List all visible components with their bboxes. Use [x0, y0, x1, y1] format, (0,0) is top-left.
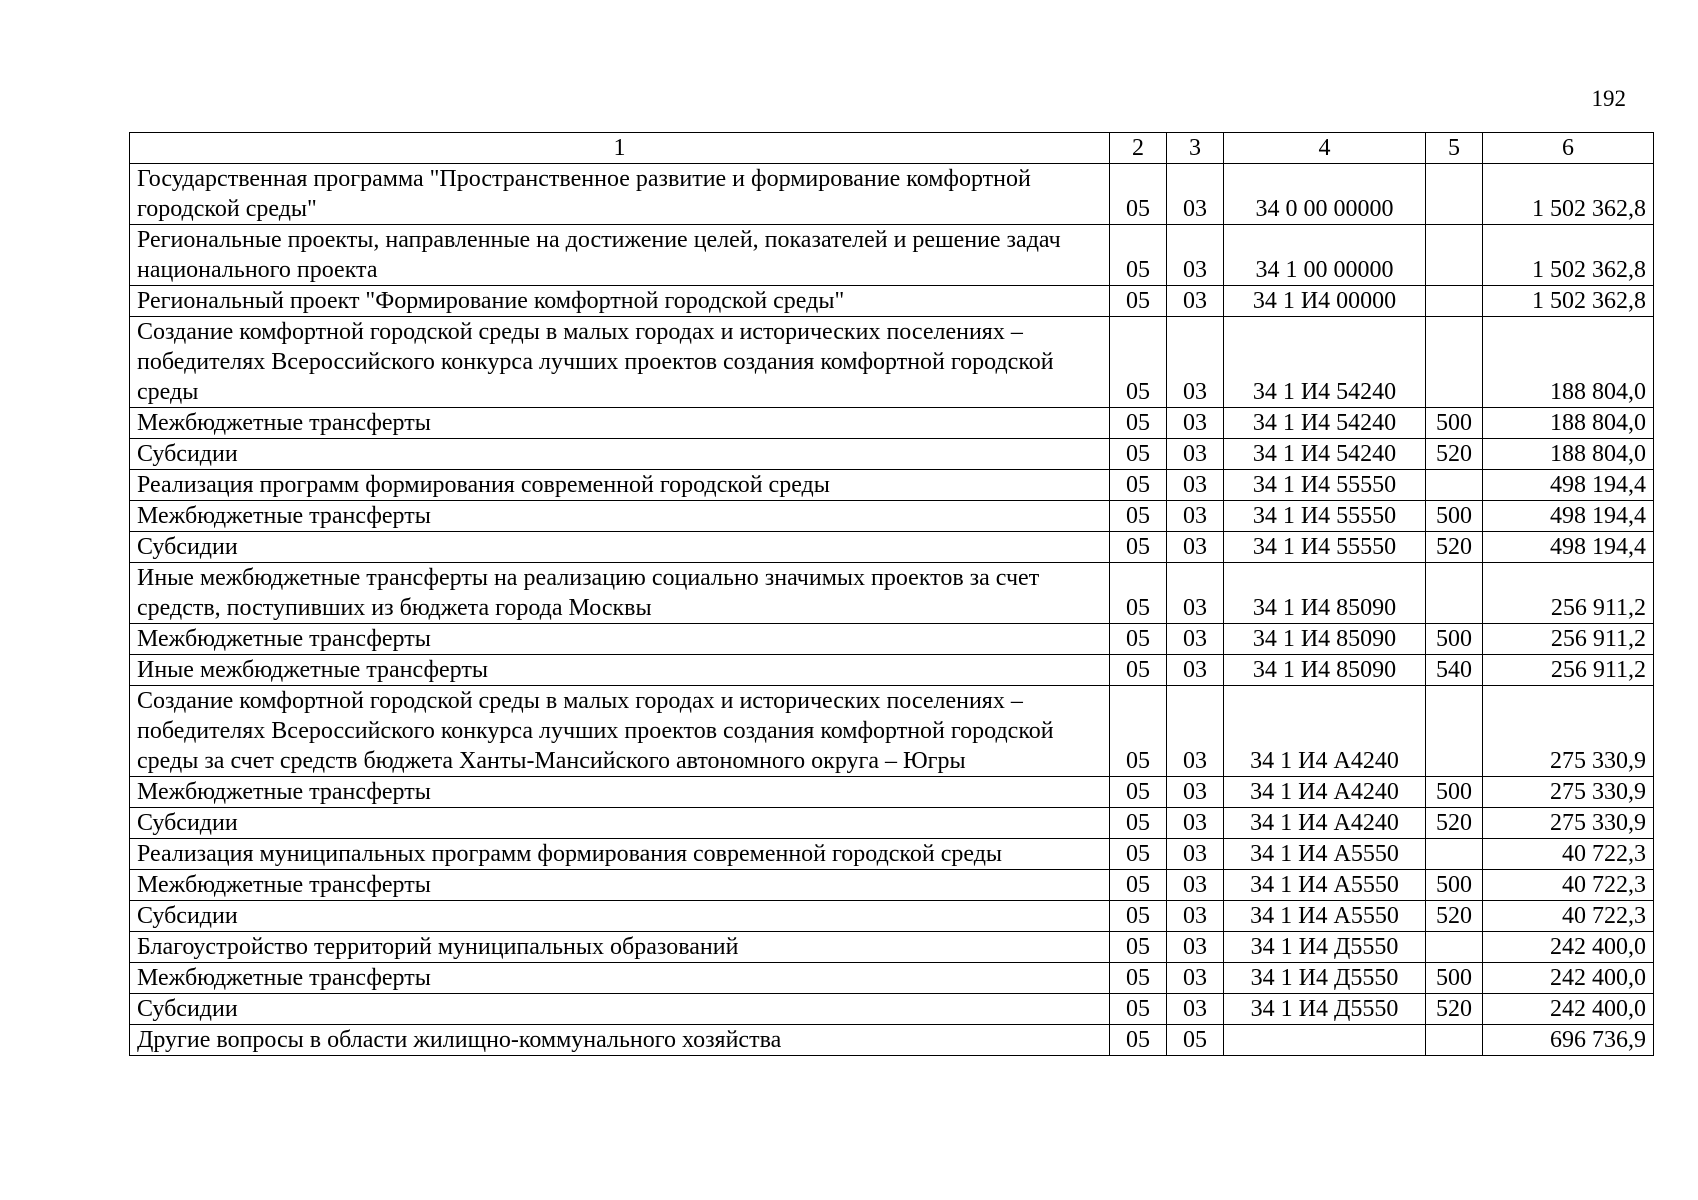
- row-name: Межбюджетные трансферты: [130, 963, 1110, 994]
- table-row: [130, 470, 1654, 501]
- page-number: 192: [1591, 86, 1626, 111]
- row-section: 05: [1110, 870, 1167, 901]
- row-name: Субсидии: [130, 808, 1110, 839]
- row-target-code: 34 1 И4 Д5550: [1224, 994, 1426, 1025]
- row-subsection: 03: [1167, 808, 1224, 839]
- row-section: 05: [1110, 501, 1167, 532]
- row-section: 05: [1110, 839, 1167, 870]
- row-section: 05: [1110, 808, 1167, 839]
- row-name: Межбюджетные трансферты: [130, 408, 1110, 439]
- row-section: 05: [1110, 439, 1167, 470]
- row-subsection: 03: [1167, 439, 1224, 470]
- table-row: [130, 932, 1654, 963]
- row-amount: 188 804,0: [1483, 439, 1654, 470]
- row-expense-type: 500: [1426, 408, 1483, 439]
- row-name: Другие вопросы в области жилищно-коммунального хозяйства: [130, 1025, 1110, 1056]
- table-row: [130, 501, 1654, 532]
- table-row: [130, 532, 1654, 563]
- row-expense-type: [1426, 470, 1483, 501]
- header-col-4: 4: [1224, 133, 1426, 164]
- row-name: Субсидии: [130, 532, 1110, 563]
- row-target-code: 34 1 И4 А4240: [1224, 777, 1426, 808]
- row-expense-type: 520: [1426, 439, 1483, 470]
- row-subsection: 03: [1167, 470, 1224, 501]
- row-section: 05: [1110, 624, 1167, 655]
- row-name: Межбюджетные трансферты: [130, 501, 1110, 532]
- row-subsection: 03: [1167, 164, 1224, 225]
- row-section: 05: [1110, 532, 1167, 563]
- row-target-code: 34 1 И4 А5550: [1224, 870, 1426, 901]
- row-expense-type: 500: [1426, 963, 1483, 994]
- row-expense-type: 520: [1426, 994, 1483, 1025]
- header-col-2: 2: [1110, 133, 1167, 164]
- row-expense-type: 540: [1426, 655, 1483, 686]
- row-expense-type: 500: [1426, 777, 1483, 808]
- table-row: [130, 777, 1654, 808]
- row-name: Субсидии: [130, 994, 1110, 1025]
- row-target-code: 34 1 00 00000: [1224, 225, 1426, 286]
- row-expense-type: 520: [1426, 901, 1483, 932]
- header-col-6: 6: [1483, 133, 1654, 164]
- row-subsection: 03: [1167, 655, 1224, 686]
- row-target-code: 34 1 И4 85090: [1224, 624, 1426, 655]
- row-target-code: 34 0 00 00000: [1224, 164, 1426, 225]
- row-name: Создание комфортной городской среды в малых городах и исторических поселениях – победителях Всероссийского конкурса лучших проектов создания комфортной городской среды за счет средств бюджета Ханты-Мансийского автономного округа – Югры: [130, 686, 1110, 777]
- row-subsection: 03: [1167, 408, 1224, 439]
- row-section: 05: [1110, 686, 1167, 777]
- row-section: 05: [1110, 655, 1167, 686]
- row-subsection: 03: [1167, 624, 1224, 655]
- row-expense-type: [1426, 839, 1483, 870]
- row-target-code: 34 1 И4 85090: [1224, 655, 1426, 686]
- row-target-code: 34 1 И4 85090: [1224, 563, 1426, 624]
- row-subsection: 03: [1167, 994, 1224, 1025]
- row-target-code: 34 1 И4 55550: [1224, 501, 1426, 532]
- row-subsection: 03: [1167, 686, 1224, 777]
- table-row: [130, 994, 1654, 1025]
- table-row: [130, 408, 1654, 439]
- table-row: [130, 624, 1654, 655]
- row-section: 05: [1110, 901, 1167, 932]
- row-amount: 242 400,0: [1483, 994, 1654, 1025]
- row-name: Субсидии: [130, 439, 1110, 470]
- row-name: Межбюджетные трансферты: [130, 777, 1110, 808]
- row-amount: 275 330,9: [1483, 686, 1654, 777]
- table-header: [130, 133, 1654, 164]
- row-target-code: 34 1 И4 54240: [1224, 408, 1426, 439]
- row-target-code: 34 1 И4 55550: [1224, 532, 1426, 563]
- row-name: Создание комфортной городской среды в малых городах и исторических поселениях – победителях Всероссийского конкурса лучших проектов создания комфортной городской среды: [130, 317, 1110, 408]
- row-section: 05: [1110, 1025, 1167, 1056]
- row-name: Реализация муниципальных программ формирования современной городской среды: [130, 839, 1110, 870]
- row-section: 05: [1110, 408, 1167, 439]
- row-target-code: [1224, 1025, 1426, 1056]
- row-name: Иные межбюджетные трансферты: [130, 655, 1110, 686]
- header-col-1: 1: [130, 133, 1110, 164]
- row-expense-type: [1426, 686, 1483, 777]
- row-section: 05: [1110, 286, 1167, 317]
- row-name: Межбюджетные трансферты: [130, 624, 1110, 655]
- row-target-code: 34 1 И4 А5550: [1224, 839, 1426, 870]
- row-subsection: 03: [1167, 963, 1224, 994]
- row-amount: 498 194,4: [1483, 501, 1654, 532]
- table-body: [130, 164, 1654, 1056]
- row-expense-type: [1426, 1025, 1483, 1056]
- row-expense-type: 500: [1426, 501, 1483, 532]
- budget-table: [129, 132, 1654, 1056]
- row-subsection: 03: [1167, 225, 1224, 286]
- table-row: [130, 317, 1654, 408]
- row-target-code: 34 1 И4 00000: [1224, 286, 1426, 317]
- table-row: [130, 655, 1654, 686]
- row-expense-type: [1426, 563, 1483, 624]
- row-target-code: 34 1 И4 54240: [1224, 439, 1426, 470]
- row-section: 05: [1110, 963, 1167, 994]
- row-target-code: 34 1 И4 А4240: [1224, 808, 1426, 839]
- header-col-3: 3: [1167, 133, 1224, 164]
- row-name: Иные межбюджетные трансферты на реализацию социально значимых проектов за счет средств, поступивших из бюджета города Москвы: [130, 563, 1110, 624]
- table-row: [130, 563, 1654, 624]
- table-row: [130, 164, 1654, 225]
- row-expense-type: 500: [1426, 870, 1483, 901]
- table-row: [130, 286, 1654, 317]
- table-row: [130, 225, 1654, 286]
- row-amount: 498 194,4: [1483, 532, 1654, 563]
- row-amount: 1 502 362,8: [1483, 225, 1654, 286]
- row-amount: 1 502 362,8: [1483, 286, 1654, 317]
- row-name: Государственная программа "Пространственное развитие и формирование комфортной городской среды": [130, 164, 1110, 225]
- row-section: 05: [1110, 563, 1167, 624]
- row-expense-type: 520: [1426, 532, 1483, 563]
- row-amount: 40 722,3: [1483, 839, 1654, 870]
- table-row: [130, 808, 1654, 839]
- row-target-code: 34 1 И4 А5550: [1224, 901, 1426, 932]
- row-target-code: 34 1 И4 Д5550: [1224, 932, 1426, 963]
- row-amount: 256 911,2: [1483, 563, 1654, 624]
- row-amount: 242 400,0: [1483, 963, 1654, 994]
- row-section: 05: [1110, 932, 1167, 963]
- row-amount: 256 911,2: [1483, 624, 1654, 655]
- row-amount: 256 911,2: [1483, 655, 1654, 686]
- row-target-code: 34 1 И4 54240: [1224, 317, 1426, 408]
- row-subsection: 03: [1167, 286, 1224, 317]
- row-subsection: 03: [1167, 870, 1224, 901]
- table-row: [130, 901, 1654, 932]
- row-section: 05: [1110, 225, 1167, 286]
- row-name: Региональный проект "Формирование комфортной городской среды": [130, 286, 1110, 317]
- row-amount: 188 804,0: [1483, 317, 1654, 408]
- table-row: [130, 686, 1654, 777]
- table-row: [130, 870, 1654, 901]
- row-subsection: 03: [1167, 532, 1224, 563]
- row-expense-type: [1426, 932, 1483, 963]
- row-amount: 188 804,0: [1483, 408, 1654, 439]
- row-subsection: 03: [1167, 317, 1224, 408]
- row-target-code: 34 1 И4 Д5550: [1224, 963, 1426, 994]
- row-subsection: 03: [1167, 777, 1224, 808]
- row-subsection: 03: [1167, 501, 1224, 532]
- row-subsection: 03: [1167, 901, 1224, 932]
- row-expense-type: 500: [1426, 624, 1483, 655]
- row-expense-type: 520: [1426, 808, 1483, 839]
- table-row: [130, 963, 1654, 994]
- row-name: Реализация программ формирования современной городской среды: [130, 470, 1110, 501]
- row-subsection: 03: [1167, 839, 1224, 870]
- row-section: 05: [1110, 777, 1167, 808]
- row-amount: 1 502 362,8: [1483, 164, 1654, 225]
- row-section: 05: [1110, 317, 1167, 408]
- row-amount: 40 722,3: [1483, 870, 1654, 901]
- header-row: [130, 133, 1654, 164]
- row-amount: 498 194,4: [1483, 470, 1654, 501]
- row-subsection: 03: [1167, 563, 1224, 624]
- table-row: [130, 439, 1654, 470]
- row-target-code: 34 1 И4 55550: [1224, 470, 1426, 501]
- row-expense-type: [1426, 164, 1483, 225]
- row-amount: 275 330,9: [1483, 777, 1654, 808]
- row-amount: 696 736,9: [1483, 1025, 1654, 1056]
- row-section: 05: [1110, 994, 1167, 1025]
- header-col-5: 5: [1426, 133, 1483, 164]
- row-section: 05: [1110, 164, 1167, 225]
- row-amount: 242 400,0: [1483, 932, 1654, 963]
- row-subsection: 03: [1167, 932, 1224, 963]
- row-name: Межбюджетные трансферты: [130, 870, 1110, 901]
- row-amount: 40 722,3: [1483, 901, 1654, 932]
- table-row: [130, 1025, 1654, 1056]
- table-row: [130, 839, 1654, 870]
- row-name: Благоустройство территорий муниципальных образований: [130, 932, 1110, 963]
- row-subsection: 05: [1167, 1025, 1224, 1056]
- row-name: Субсидии: [130, 901, 1110, 932]
- row-amount: 275 330,9: [1483, 808, 1654, 839]
- row-section: 05: [1110, 470, 1167, 501]
- row-expense-type: [1426, 317, 1483, 408]
- row-expense-type: [1426, 225, 1483, 286]
- row-name: Региональные проекты, направленные на достижение целей, показателей и решение задач национального проекта: [130, 225, 1110, 286]
- row-target-code: 34 1 И4 А4240: [1224, 686, 1426, 777]
- row-expense-type: [1426, 286, 1483, 317]
